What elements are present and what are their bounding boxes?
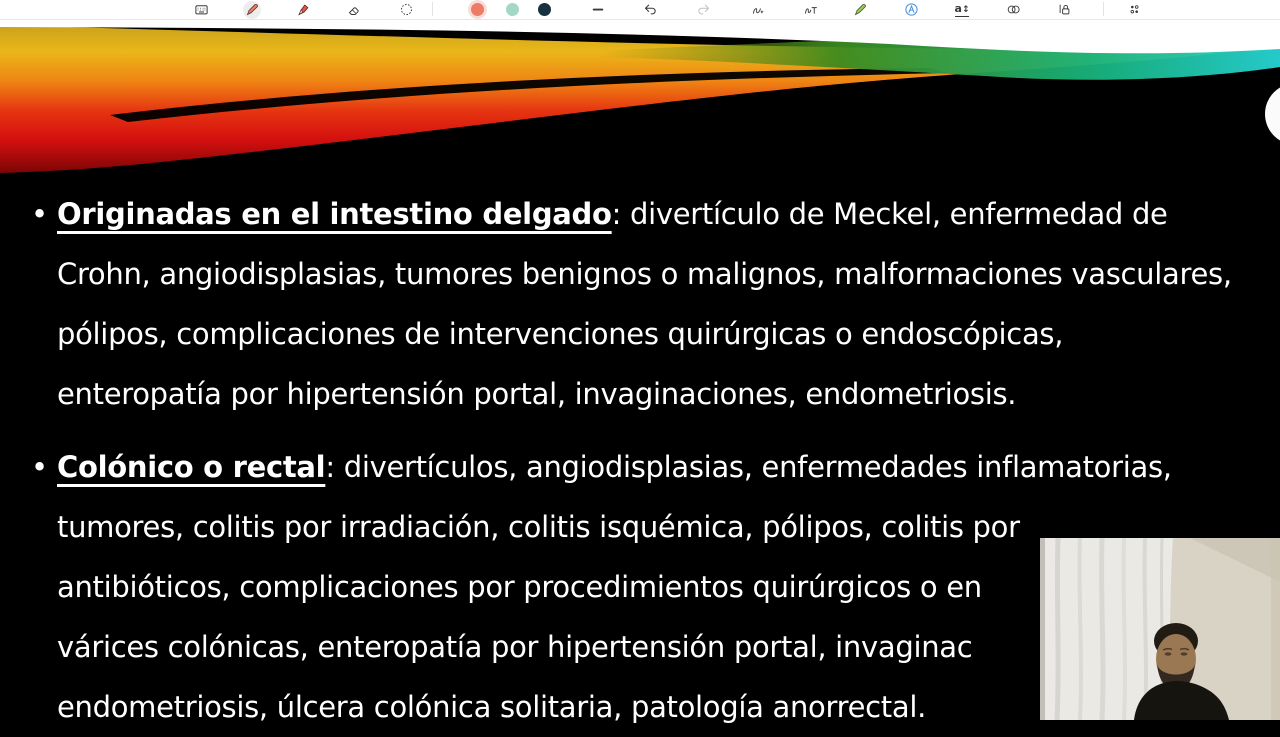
- slide-text-line: [31, 437, 1280, 497]
- bullet-lead-text: Originadas en el intestino delgado: [57, 197, 612, 231]
- bullet-body-text: antibióticos, complicaciones por procedimientos quirúrgicos o en: [57, 570, 982, 604]
- bullet-body-text: várices colónicas, enteropatía por hipertensión portal, invaginac: [57, 630, 973, 664]
- navy-color-dot: [538, 3, 551, 16]
- bullet-body-text: : divertículos, angiodisplasias, enfermedades inflamatorias,: [325, 450, 1172, 484]
- toolbar-divider: [1103, 2, 1104, 16]
- text-size-icon[interactable]: a↕: [954, 1, 970, 15]
- lasso-select-icon[interactable]: [395, 1, 417, 18]
- stroke-width-icon[interactable]: [587, 1, 609, 18]
- color-swatch-teal[interactable]: [501, 1, 523, 18]
- bullet-body-text: pólipos, complicaciones de intervenciones quirúrgicas o endoscópicas,: [57, 317, 1064, 351]
- pen-icon[interactable]: [241, 1, 263, 18]
- color-swatch-coral[interactable]: [466, 1, 488, 18]
- slide-text-line: [31, 184, 1280, 244]
- slide-bullet: [31, 184, 1280, 424]
- undo-icon[interactable]: [639, 1, 661, 18]
- slide-wave-graphic: [0, 19, 1280, 199]
- redo-icon[interactable]: [692, 1, 714, 18]
- slide-text-line: [57, 244, 1280, 304]
- draw-to-shape-icon[interactable]: [747, 1, 769, 18]
- color-swatch-navy[interactable]: [533, 1, 555, 18]
- eraser-icon[interactable]: [343, 1, 365, 18]
- bullet-marker: •: [31, 197, 48, 231]
- draw-to-text-icon[interactable]: [799, 1, 821, 18]
- bullet-body-text: tumores, colitis por irradiación, colitis isquémica, pólipos, colitis por: [57, 510, 1020, 544]
- bullet-body-text: endometriosis, úlcera colónica solitaria, patología anorrectal.: [57, 690, 926, 724]
- bullet-body-text: Crohn, angiodisplasias, tumores benignos o malignos, malformaciones vasculares,: [57, 257, 1232, 291]
- coral-color-dot: [471, 3, 484, 16]
- bullet-body-text: : divertículo de Meckel, enfermedad de: [611, 197, 1168, 231]
- bullet-lead-text: Colónico o rectal: [57, 450, 326, 484]
- slide-text-line: [57, 304, 1280, 364]
- slide-text-line: [57, 364, 1280, 424]
- green-pen-icon[interactable]: [849, 1, 871, 18]
- keyboard-icon[interactable]: [190, 1, 212, 18]
- lock-icon[interactable]: [1053, 1, 1075, 18]
- auto-draw-icon[interactable]: [900, 1, 922, 18]
- more-apps-icon[interactable]: [1123, 1, 1145, 18]
- highlighter-icon[interactable]: [292, 1, 314, 18]
- annotation-toolbar: [0, 0, 1280, 20]
- toolbar-divider: [432, 2, 433, 16]
- shapes-icon[interactable]: [1002, 1, 1024, 18]
- bullet-marker: •: [31, 450, 48, 484]
- teal-color-dot: [506, 3, 519, 16]
- webcam-overlay[interactable]: [1040, 538, 1280, 720]
- bullet-body-text: enteropatía por hipertensión portal, invaginaciones, endometriosis.: [57, 377, 1017, 411]
